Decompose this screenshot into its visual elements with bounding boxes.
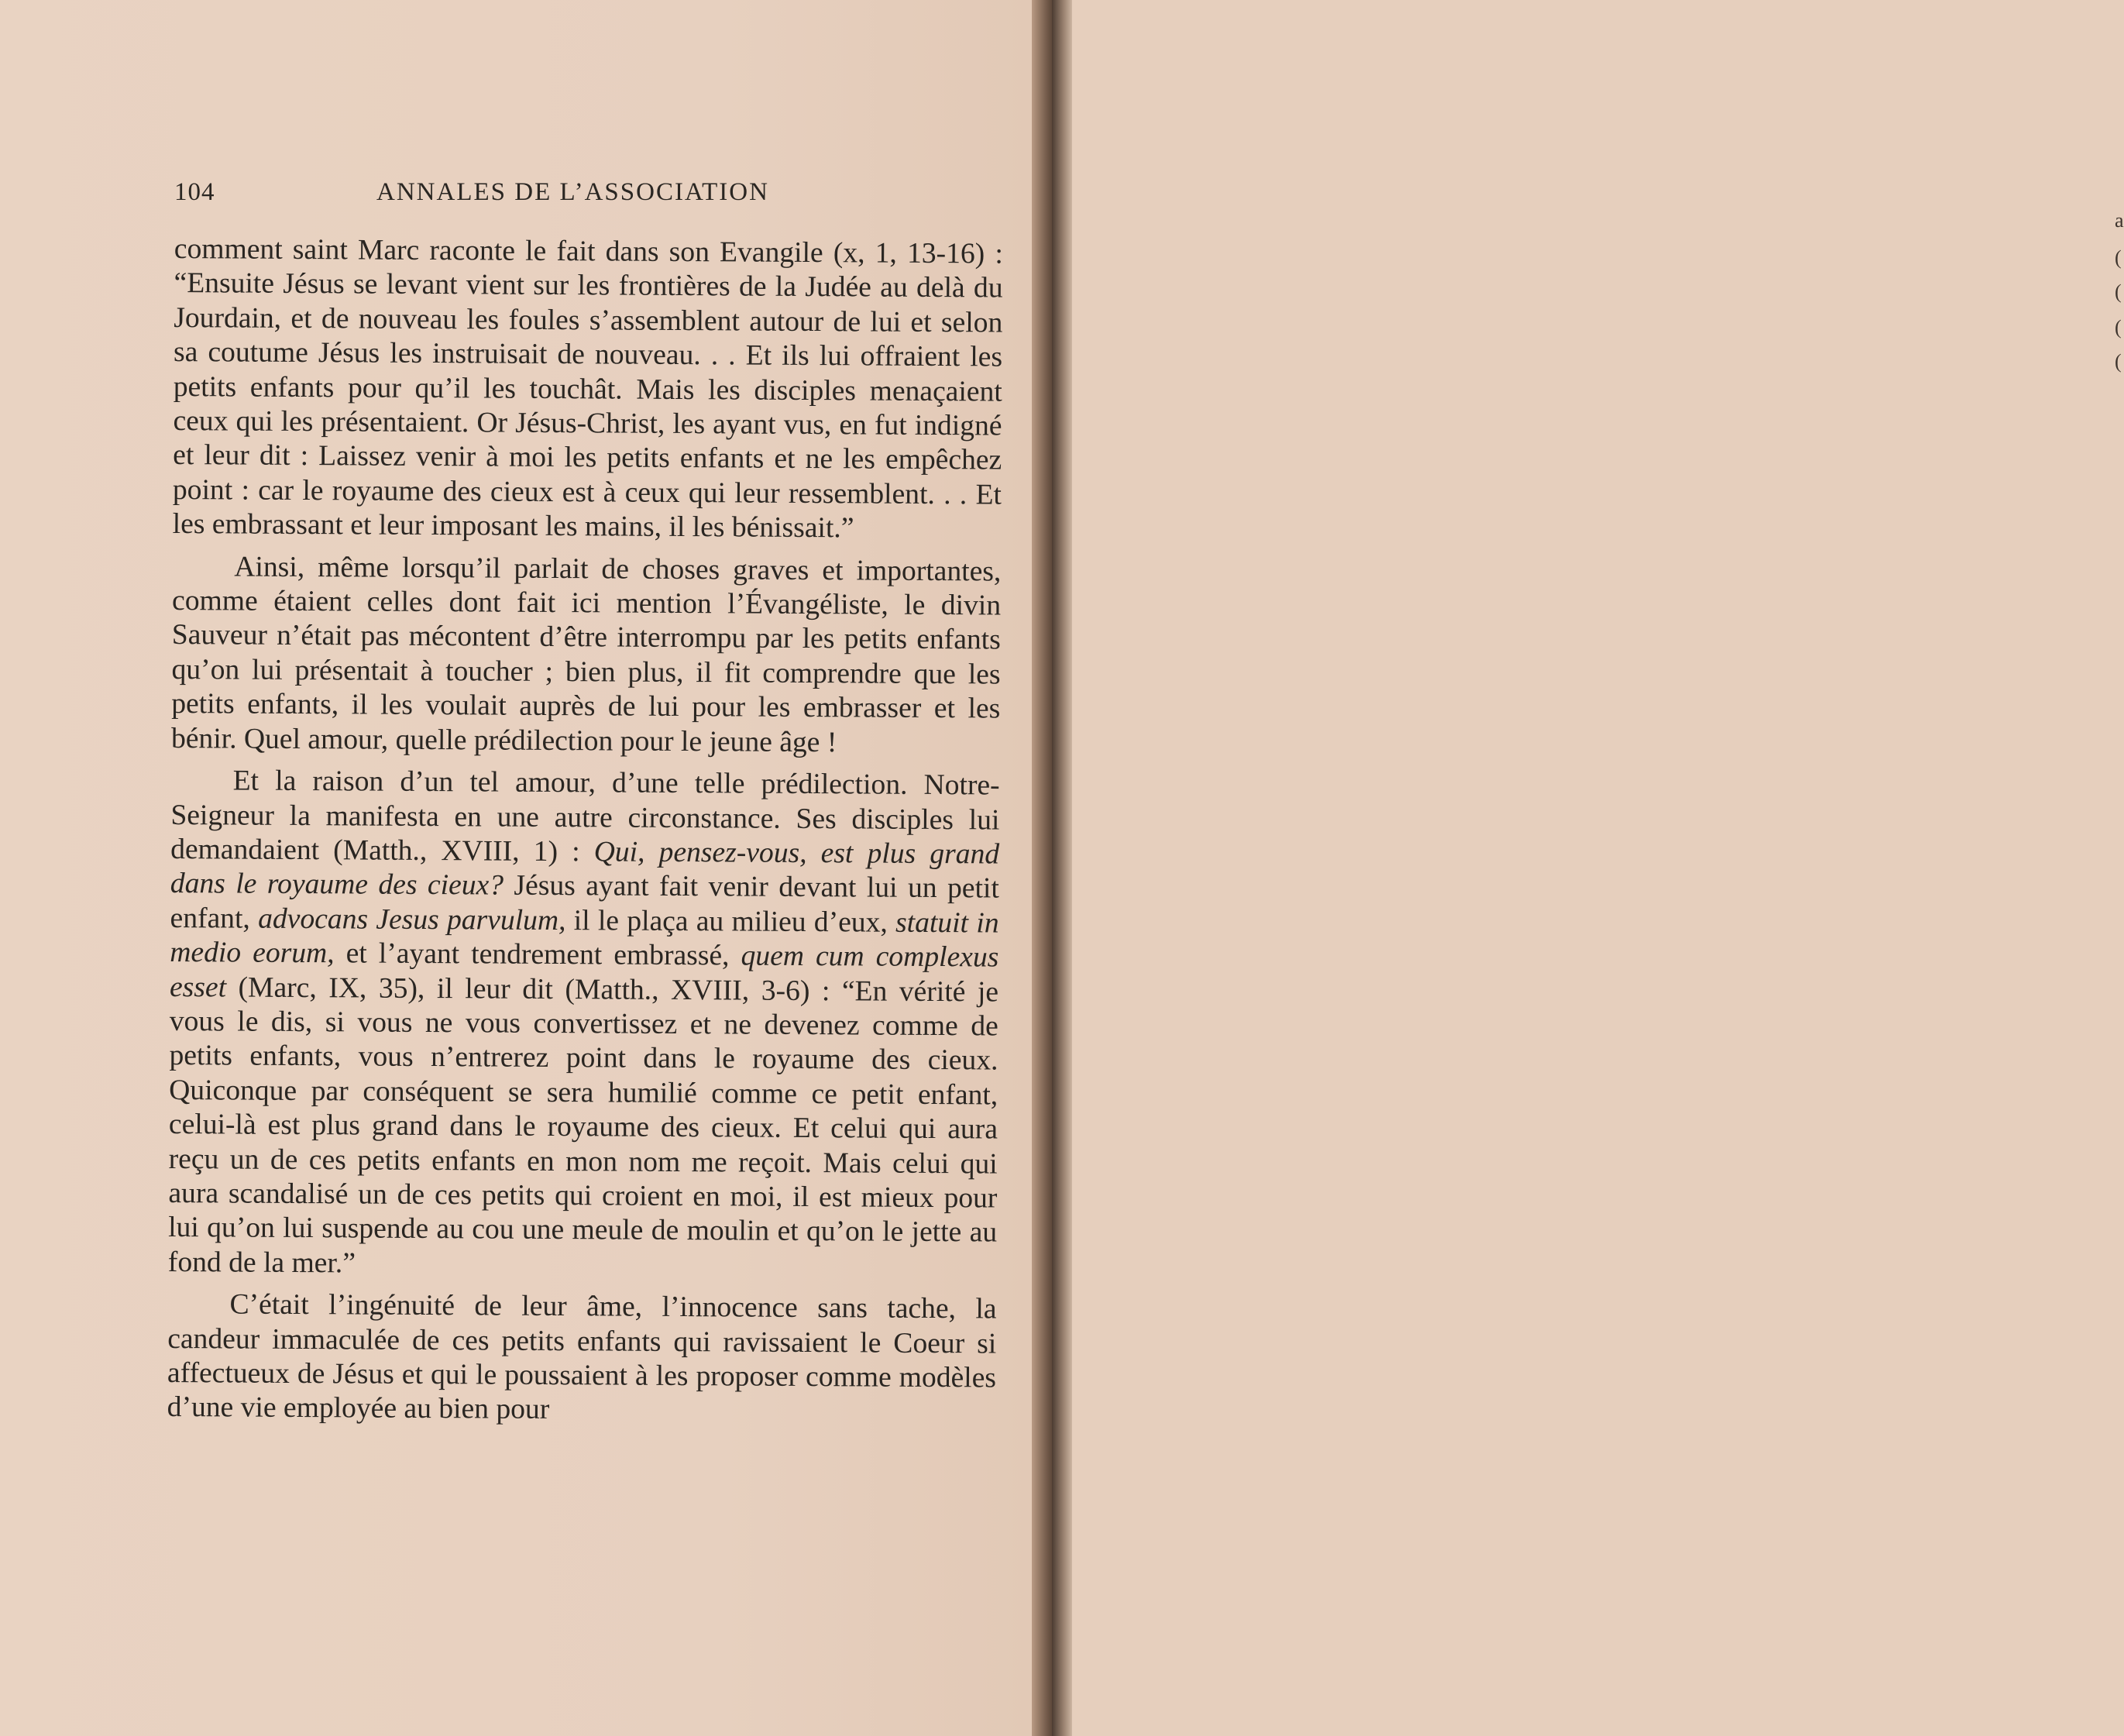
text-run: il le plaça au milieu d’eux, <box>565 904 896 939</box>
text-run: (Marc, IX, 35), il leur dit (Matth., XVIII, 3-6) : “En vérité je vous le dis, si vous ne vous convertissez et ne devenez comme de petits enfants, vous n’entrerez point dans le royaume des cieux. Quiconque par conséquent se sera humilié comme ce petit enfant, celui-là est plus grand dans le royaume des cieux. Et celui qui aura reçu un de ces petits enfants en mon nom me reçoit. Mais celui qui aura scandalisé un de ces petits qui croient en moi, il est mieux pour lui qu’on lui suspende au cou une meule de moulin et qu’on le jette au fond de la mer.” <box>167 971 999 1280</box>
text-run: C’était l’ingénuité de leur âme, l’innocence sans tache, la candeur immaculée de ces petits enfants qui ravissaient le Coeur si affectueux de Jésus et qui le poussaient à les proposer comme modèles d’une vie employée au bien pour <box>167 1288 997 1426</box>
latin-phrase: advocans Jesus parvulum, <box>258 902 566 937</box>
text-run: comment saint Marc raconte le fait dans son Evangile (x, 1, 13-16) : “Ensuite Jésus se levant vient sur les frontières de la Judée au delà du Jourdain, et de nouveau les foules s’assemblent autour de lui et selon sa coutume Jésus les instruisait de nouveau. . . Et ils lui offraient les petits enfants pour qu’il les touchât. Mais les disciples menaçaient ceux qui les présentaient. Or Jésus-Christ, les ayant vus, en fut indigné et leur dit : Laissez venir à moi les petits enfants et ne les empêchez point : car le royaume des cieux est à ceux qui leur ressemblent. . . Et les embrassant et leur imposant les mains, il les bénissait.” <box>172 232 1003 545</box>
running-head: ANNALES DE L’ASSOCIATION <box>376 178 769 206</box>
edge-glyph: a <box>2115 209 2124 232</box>
paragraph <box>167 1287 997 1430</box>
body-text <box>167 232 1003 1430</box>
book-page <box>0 0 1032 1736</box>
text-run: Et la raison d’un tel amour, d’une telle prédilection. Notre-Seigneur la manifesta en une autre circonstance. Ses disciples lui demandaient (Matth., XVIII, 1) : <box>170 765 1000 868</box>
latin-phrase: Qui, pensez-vous, est plus grand dans le royaume des cieux? <box>170 836 1000 902</box>
latin-phrase: quem cum complexus esset <box>169 940 999 1003</box>
paragraph <box>168 764 1000 1285</box>
edge-glyph: ( <box>2115 280 2122 303</box>
text-run: Ainsi, même lorsqu’il parlait de choses graves et importantes, comme étaient celles dont fait ici mention l’Évangéliste, le divin Sauveur n’était pas mécontent d’être interrompu par les petits enfants qu’on lui présentait à toucher ; bien plus, il fit comprendre que les petits enfants, il les voulait auprès de lui pour les embrasser et les bénir. Quel amour, quelle prédilection pour le jeune âge ! <box>170 551 1002 758</box>
edge-glyph: ( <box>2115 316 2122 339</box>
edge-glyph: ( <box>2115 350 2122 373</box>
latin-phrase: statuit in medio eorum, <box>170 906 999 970</box>
page-number: 104 <box>174 178 215 206</box>
facing-page-edge <box>1052 0 2124 1736</box>
paragraph <box>171 550 1002 761</box>
text-run: Jésus ayant fait venir devant lui un petit enfant, <box>170 869 999 935</box>
text-run: et l’ayant tendrement embrassé, <box>334 937 741 972</box>
edge-glyph: ( <box>2115 246 2122 269</box>
paragraph <box>173 232 1003 547</box>
page-header <box>174 178 809 217</box>
